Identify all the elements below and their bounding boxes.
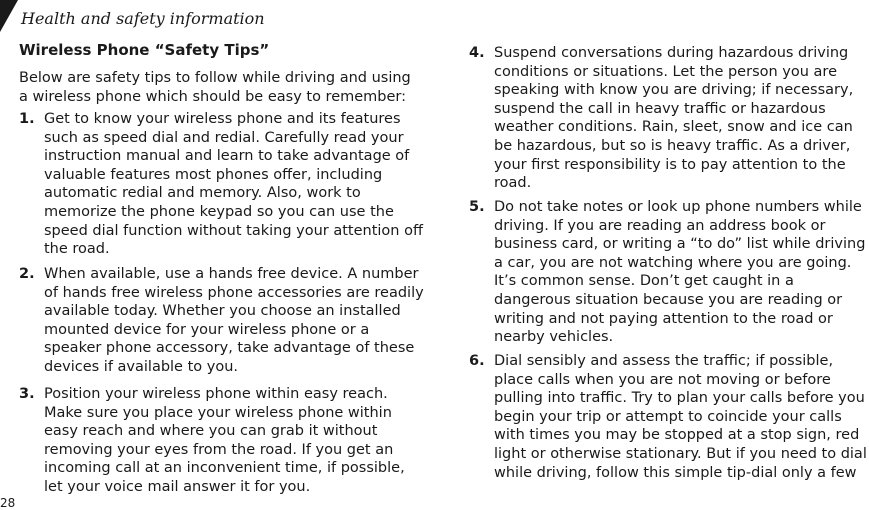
tip-number: 1. — [19, 111, 35, 127]
header-accent-bar — [0, 0, 18, 32]
page-number: 28 — [0, 496, 16, 510]
header-title: Health and safety information — [21, 9, 265, 28]
tip-text: Do not take notes or look up phone numbers while driving. If you are reading an address book or business card, or writing a “to do” list while driving a car, you are not watching where you are going. It’s common sense. Don’t get caught in a dangerous situation because you are reading or writing and not paying attention to the road or nearby vehicles. — [494, 199, 866, 346]
tip-text: Suspend conversations during hazardous driving conditions or situations. Let the person you are speaking with know you are driving; if necessary, suspend the call in heavy traffic or hazardous weather conditions. Rain, sleet, snow and ice can be hazardous, but so is heavy traffic. As a driver, your first responsibility is to pay attention to the road. — [494, 45, 854, 192]
tip-number: 5. — [469, 199, 485, 215]
tip-text: When available, use a hands free device. A number of hands free wireless phone accessories are readily available today. Whether you choose an installed mounted device for your wireless phone or a speaker phone accessory, take advantage of these devices if available to you. — [44, 266, 424, 375]
tip-text: Get to know your wireless phone and its features such as speed dial and redial. Carefully read your instruction manual and learn to take advantage of valuable features most phones offer, including automatic redial and memory. Also, work to memorize the phone keypad so you can use the speed dial function without taking your attention off the road. — [44, 111, 423, 258]
section-title: Wireless Phone “Safety Tips” — [19, 41, 270, 59]
tip-text: Dial sensibly and assess the traffic; if possible, place calls when you are not moving or before pulling into traffic. Try to plan your calls before you begin your trip or attempt to coincide your calls with times you may be stopped at a stop sign, red light or otherwise stationary. But if you need to dial while driving, follow this simple tip-dial only a few — [494, 353, 867, 481]
tip-number: 4. — [469, 45, 485, 61]
tip-number: 6. — [469, 353, 485, 369]
intro-paragraph: Below are safety tips to follow while driving and using a wireless phone which should be easy to remember: — [19, 70, 411, 105]
tip-text: Position your wireless phone within easy reach. Make sure you place your wireless phone within easy reach and where you can grab it without removing your eyes from the road. If you get an incoming call at an inconvenient time, if possible, let your voice mail answer it for you. — [44, 386, 405, 495]
tip-number: 2. — [19, 266, 35, 282]
tip-number: 3. — [19, 386, 35, 402]
